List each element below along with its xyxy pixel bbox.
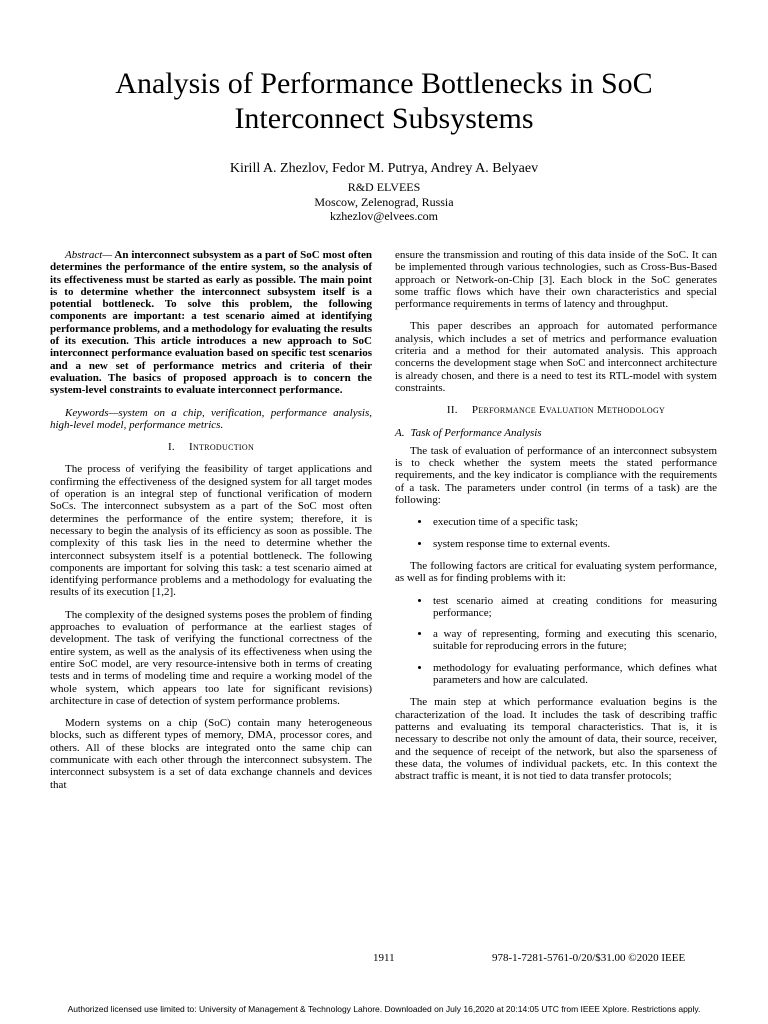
abstract-lead: Abstract— [65, 249, 113, 261]
license-footer: Authorized licensed use limited to: University of Management & Technology Lahore. Downloaded on July 16,2020 at 20:14:05 UTC from IEEE Xplore. Restrictions apply. [67, 1004, 701, 1014]
affiliation-location: Moscow, Zelenograd, Russia [314, 194, 454, 209]
section-heading-methodology [395, 404, 717, 416]
subsection-title: Task of Performance Analysis [410, 426, 542, 439]
affiliation-org: R&D ELVEES [347, 180, 421, 194]
intro-paragraph-2: The complexity of the designed systems poses the problem of finding approaches to evaluation of performance at the earliest stages of development. The task of verifying the functional correctness of the entire system, as well as the analysis of its effectiveness when using the entire SoC model, are very resource-intensive both in terms of creating tests and in terms of modeling time and require a working model of the whole system, which appears too late for significant revisions) architecture in case of detection of system performance problems. [50, 608, 372, 707]
right-column [395, 249, 717, 792]
bullet-list-factors [395, 595, 717, 687]
affiliation-block [40, 180, 728, 224]
section-title: Introduction [188, 441, 255, 454]
intro-paragraph-4: This paper describes an approach for automated performance analysis, which includes a set of metrics and performance evaluation criteria and a method for their automated analysis. This approach concerns the development stage when SoC and interconnect architecture is already chosen, and there is a need to test its RTL-model with system constraints. [395, 320, 717, 394]
intro-paragraph-3: Modern systems on a chip (SoC) contain many heterogeneous blocks, such as different types of memory, DMA, processor cores, and others. All of these blocks are integrated onto the same chip can communicate with each other through the interconnect subsystem. The interconnect subsystem is a set of data exchange channels and devices that [50, 717, 372, 791]
list-item: • a way of representing, forming and executing this scenario, suitable for reproducing errors in the future; [431, 628, 717, 653]
affiliation-email: kzhezlov@elvees.com [329, 209, 438, 223]
section-number: I. [167, 441, 175, 454]
page-number: 1911 [373, 952, 395, 964]
section-title: Performance Evaluation Methodology [471, 404, 666, 417]
intro-paragraph-3-continued: ensure the transmission and routing of this data inside of the SoC. It can be implemented through various technologies, such as Cross-Bus-Based approach or Network-on-Chip [3]. Each block in the SoC generates some traffic flows which have their own characteristics and special performance requirements in terms of latency and throughput. [395, 249, 717, 311]
abstract-text: An interconnect subsystem as a part of SoC most often determines the performance of the entire system, so the analysis of its effectiveness must be started as early as possible. The main point is to determine whether the interconnect subsystem itself is a potential bottleneck. To solve this problem, the following components are important: a test scenario aimed at identifying performance problems, and a methodology for evaluating the results of its execution. This article introduces a new approach to SoC interconnect performance evaluation based on specific test scenarios and a new set of performance metrics and criteria of their evaluation. The basics of proposed approach is to concern the system-level constraints to evaluate interconnect performance. [50, 249, 372, 397]
list-item: • methodology for evaluating performance, which defines what parameters and how are calculated. [431, 662, 717, 687]
intro-paragraph-1: The process of verifying the feasibility of target applications and confirming the effectiveness of the designed system for all target modes of operation is an integral step of functional verification of modern SoCs. The interconnect subsystem as a part of the SoC most often determines the performance of the entire system; therefore, it is necessary to begin the analysis of its efficiency as soon as possible. The complexity of this task lies in the need to determine whether the interconnect subsystem itself is a potential bottleneck. The following components are important for solving this task: a test scenario aimed at identifying performance problems and a methodology for evaluating the results of its execution [1,2]. [50, 463, 372, 599]
copyright-notice: 978-1-7281-5761-0/20/$31.00 ©2020 IEEE [492, 952, 686, 964]
methodology-paragraph-3: The main step at which performance evaluation begins is the characterization of the load. It includes the task of describing traffic patterns and evaluating its temporal characteristics. That is, it is necessary to describe not only the amount of data, their source, receiver, and the sequence of receipt of the network, but also the sparseness of these data, the volumes of individual packets, etc. In this context the abstract traffic is meant, it is not tied to data transfer protocols; [395, 696, 717, 783]
paper-title: Analysis of Performance Bottlenecks in SoC Interconnect Subsystems [115, 67, 653, 135]
subsection-heading [395, 427, 717, 439]
keywords: Keywords—system on a chip, verification, performance analysis, high-level model, performance metrics. [50, 406, 372, 431]
list-item: • system response time to external events. [431, 538, 717, 550]
author-list: Kirill A. Zhezlov, Fedor M. Putrya, Andrey A. Belyaev [229, 161, 539, 176]
methodology-paragraph-1: The task of evaluation of performance of an interconnect subsystem is to check whether the system meets the stated performance requirements, and the key indicator is compliance with the requirements of a task. The parameters under control (in terms of a task) are the following: [395, 444, 717, 507]
left-column [50, 249, 372, 801]
abstract [50, 249, 372, 397]
list-item: • test scenario aimed at creating conditions for measuring performance; [431, 595, 717, 620]
subsection-number: A. [395, 426, 405, 439]
section-number: II. [446, 404, 458, 417]
bullet-list-parameters [395, 516, 717, 550]
section-heading-introduction [50, 441, 372, 453]
list-item: • execution time of a specific task; [431, 516, 717, 528]
methodology-paragraph-2: The following factors are critical for evaluating system performance, as well as for finding problems with it: [395, 559, 717, 585]
